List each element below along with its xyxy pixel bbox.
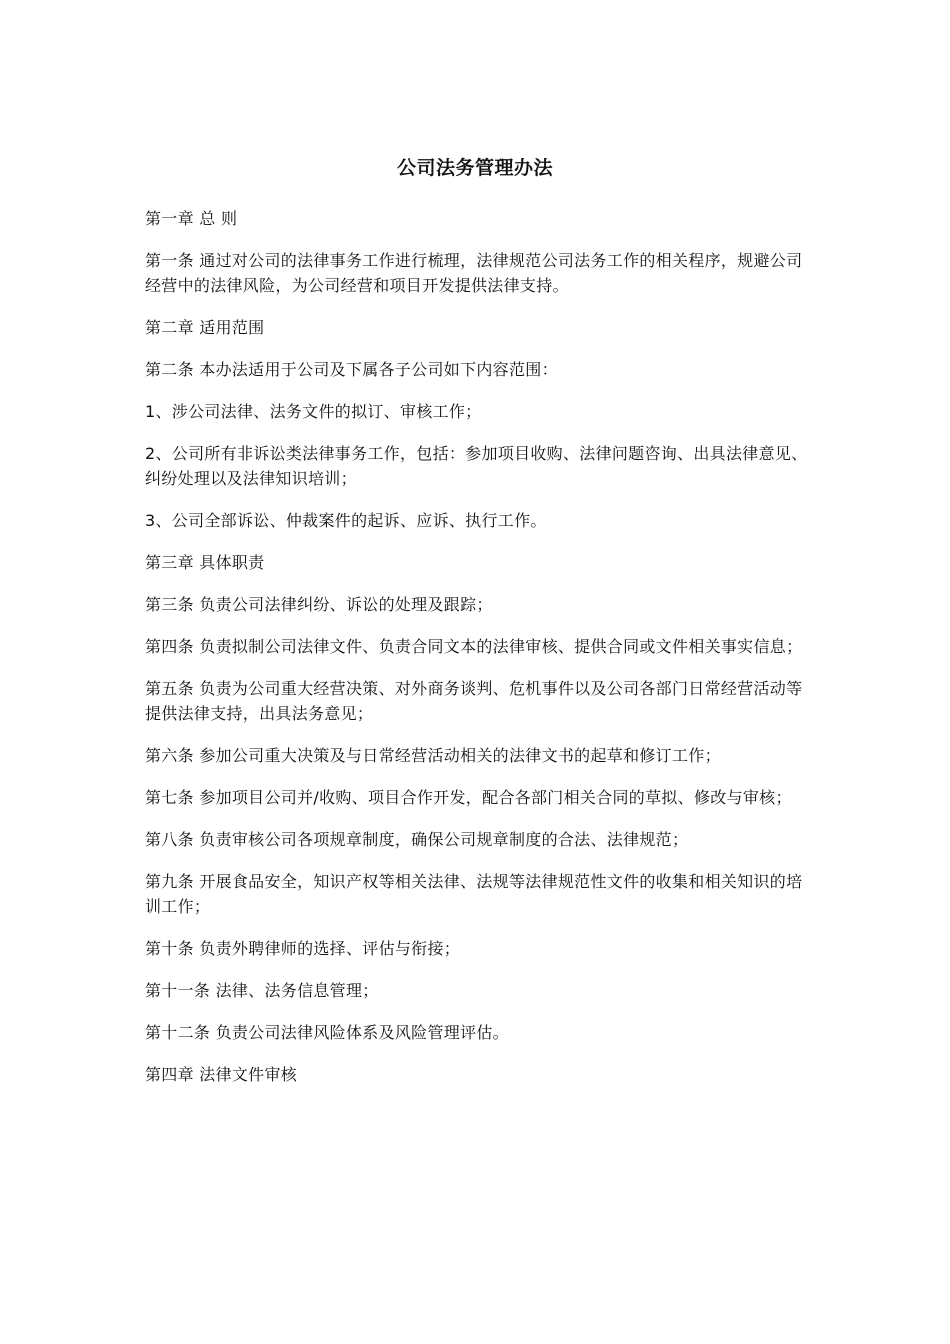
article-6: 第六条 参加公司重大决策及与日常经营活动相关的法律文书的起草和修订工作；	[145, 746, 721, 765]
article-12: 第十二条 负责公司法律风险体系及风险管理评估。	[145, 1023, 509, 1042]
scope-item-2: 2、公司所有非诉讼类法律事务工作，包括：参加项目收购、法律问题咨询、出具法律意见、纠纷处理以及法律知识培训；	[145, 444, 808, 488]
chapter-2-heading: 第二章 适用范围	[145, 318, 265, 337]
article-8: 第八条 负责审核公司各项规章制度，确保公司规章制度的合法、法律规范；	[145, 830, 689, 849]
article-2: 第二条 本办法适用于公司及下属各子公司如下内容范围：	[145, 360, 558, 379]
article-7: 第七条 参加项目公司并/收购、项目合作开发，配合各部门相关合同的草拟、修改与审核；	[145, 788, 792, 807]
article-11: 第十一条 法律、法务信息管理；	[145, 981, 379, 1000]
scope-item-1: 1、涉公司法律、法务文件的拟订、审核工作；	[145, 402, 482, 421]
document-body	[145, 206, 809, 1104]
chapter-4-heading: 第四章 法律文件审核	[145, 1065, 298, 1084]
article-5: 第五条 负责为公司重大经营决策、对外商务谈判、危机事件以及公司各部门日常经营活动等提供法律支持，出具法务意见；	[145, 679, 803, 723]
article-4: 第四条 负责拟制公司法律文件、负责合同文本的法律审核、提供合同或文件相关事实信息；	[145, 637, 803, 656]
article-9: 第九条 开展食品安全，知识产权等相关法律、法规等法律规范性文件的收集和相关知识的培训工作；	[145, 872, 803, 916]
document-title: 公司法务管理办法	[396, 157, 553, 179]
scope-item-3: 3、公司全部诉讼、仲裁案件的起诉、应诉、执行工作。	[145, 511, 547, 530]
article-1: 第一条 通过对公司的法律事务工作进行梳理，法律规范公司法务工作的相关程序，规避公司经营中的法律风险，为公司经营和项目开发提供法律支持。	[145, 251, 803, 295]
chapter-1-heading: 第一章 总 则	[145, 209, 238, 228]
article-3: 第三条 负责公司法律纠纷、诉讼的处理及跟踪；	[145, 595, 493, 614]
article-10: 第十条 负责外聘律师的选择、评估与衔接；	[145, 939, 461, 958]
chapter-3-heading: 第三章 具体职责	[145, 553, 265, 572]
